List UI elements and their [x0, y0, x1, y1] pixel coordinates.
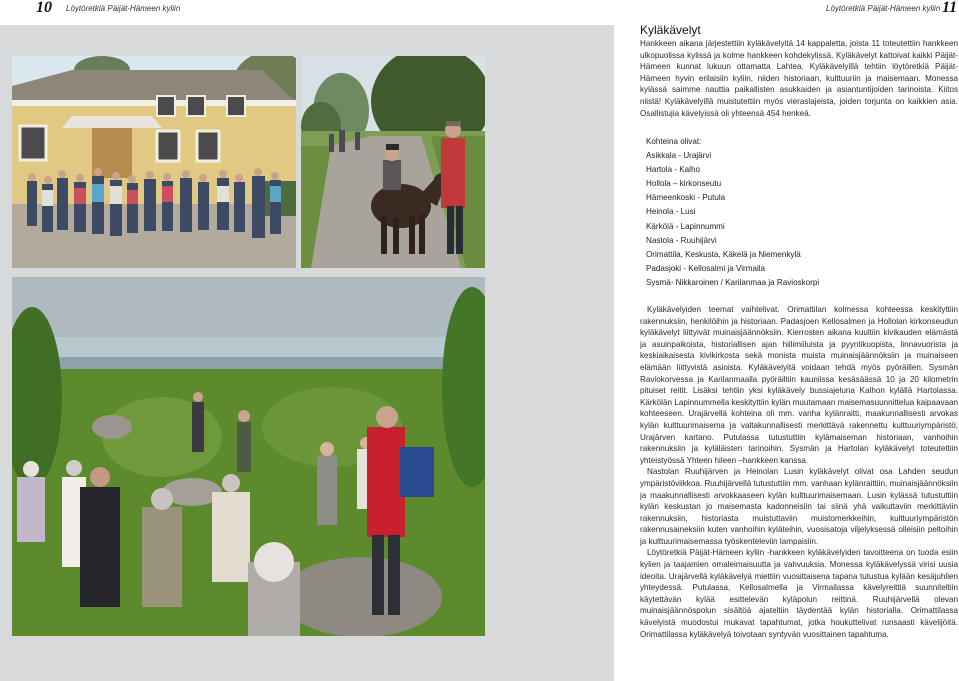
list-item: Padasjoki - Kellosalmi ja Virmaila	[646, 263, 766, 273]
list-item: Nastola - Ruuhijärvi	[646, 235, 717, 245]
left-page-number: 10	[36, 0, 52, 16]
body-text	[640, 304, 958, 640]
body-paragraph-2: Nastolan Ruuhijärven ja Heinolan Lusin kyläkävelyt olivat osa Lahden seudun ympäristöviikkoa. Ruuhijärvellä tutustuttiin mm. vanhaan kylänraittiin, muinaisjäännöksiin ja maakunnallisesti arvokkaaseen kylän kulttuurimaisemaan. Lusin kylässä tutustuttiin kylän keskustan jo maisemasta kadonneisiin tai siinä yhä vaikuttaviin merkittäviin rakennuksiin, historiasta muistuttaviin muistomerkkeihin, kulttuuriympäristön rakennusaineksiin kuten vanhoihin kyläteihin, vuosisatoja viljelyksessä olleisiin peltoihin ja kulttuurimaisemassa työskenteleviin lampaisiin.	[640, 467, 958, 546]
list-item: Hämeenkoski - Putula	[646, 193, 726, 203]
list-item: Kärkölä - Lapinnummi	[646, 221, 725, 231]
body-paragraph-1: Kyläkävelyiden teemat vaihtelivat. Orimattilan kolmessa kohteessa keskityttiin rakennuksiin, henkilöihin ja historiaan. Padasjoen Kellosalmen ja Hollolan kirkonseudun kyläkävelyt liittyivät muinaisjäännöksiin. Kierrosten aikana kuultiin kivikauden elämästä ja asuinpaikoista, historiallisen ajan hiilimiiluista ja pyyntikuopista, linnavuorista ja keskiaikaisesta kivikirkosta sekä monista muista muinaisjäännöksiin ja muinaiseen elämään liittyvistä asioista. Kyläkävelyitä voidaan tehdä myös pyöräillen. Sysmän Raviokorvessa ja Karilanmaalla pyöräiltiin kauniissa kesäsäässä 10 ja 20 kilometrin pituiset reitit. Lisäksi tehtiin yksi kyläkävely bussiajeluna Kalhon kylällä Hartolassa. Kärkölän Lapinnummella keskityttiin kylän muutamaan maisemasuunnittelua kaipaavaan kohteeseen. Urajärvellä kohteina oli mm. vanha kylänraitti, maakunnallisesti arvokas kylän kulttuurimaisema ja valtakunnallisesti merkittävä rakennettu kulttuuriympäristö; Urajärven kartano. Putulassa tutustuttiin kylämaiseman historiaan, vanhoihin rakennuksiin ja kyläläisten tarinoihin. Sysmän ja Hartolan kyläkävelyt toteutettiin yhteistyössä Yhteen hileen –hankkeen kanssa.	[640, 305, 958, 465]
intro-paragraph	[640, 38, 958, 119]
body-paragraph-3: Löytöretkiä Päijät-Hämeen kyliin -hankkeen kyläkävelyiden tavoitteena on tuoda esiin kylien ja taajamien omaleimaisuutta ja vahvuuksia. Monessa kyläkävelyssä virisi uusia ideoita. Urajärvellä kyläkävelyä miettiin vuosittaisena tapana tutustua kylään kesäjuhlien yhteydessä. Putulassa, Kellosalmella ja Virmailassa kävelyreittiä suunniteltiin käytettävän kylää esittelevän kyläpolun reittinä. Ruuhijärvellä olevan muinaisjäännöspolun sisältöä ajateltiin täydentää kylän historialla. Orimattilassa kävelyistä muodostui mukavat tapahtumat, jotka houkuttelivat runsaasti kävelijöitä. Orimattilassa kyläkävelyä toivotaan syntyvän vuosittainen tapahtuma.	[640, 548, 958, 639]
list-item: Hartola - Kalho	[646, 165, 700, 175]
list-item: Sysmä- Nikkaroinen / Karilanmaa ja Ravioskorpi	[646, 277, 820, 287]
list-item: Asikkala - Urajärvi	[646, 151, 712, 161]
list-item: Heinola - Lusi	[646, 207, 696, 217]
targets-heading: Kohteina olivat:	[646, 137, 702, 146]
article-title: Kyläkävelyt	[640, 23, 701, 37]
group-on-hilltop-lake-view-photo	[12, 277, 485, 636]
list-item: Hollola – kirkonseutu	[646, 179, 722, 189]
right-running-title: Löytöretkiä Päijät-Hämeen kyliin	[826, 4, 941, 13]
targets-list	[646, 135, 819, 290]
girl-riding-pony-photo	[301, 56, 485, 268]
list-item: Orimattila, Keskusta, Käkelä ja Niemenkylä	[646, 249, 801, 259]
right-page-number: 11	[942, 0, 958, 16]
left-running-title: Löytöretkiä Päijät-Hämeen kyliin	[66, 4, 181, 13]
intro-text: Hankkeen aikana järjestettiin kyläkävelyitä 14 kappaletta, joista 11 toteutettiin hankkeen ulkopuolissa kylissä ja kolme hankkeen kohdekylissä. Kyläkävelyt kattoivat kaikki Päijät-Hämeen kunnat lukuun ottamatta Lahtea. Kyläkävelyillä tehtiin löytöretkiä Päijät-Hämeen hyvin erilaisiin kyliin, niiden historiaan, kulttuuriin ja maisemaan. Monessa kylässä saimme nauttia paikallisten asukkaiden ja asiantuntijoiden tarinoista. Kiitos niistä! Kyläkävelyillä muistutettiin myös vieraslajeista, joiden torjunta on kaikkien asia. Osallistujia kävelyissä oli yhteensä 454 henkeä.	[640, 39, 958, 118]
group-at-yellow-house-photo	[12, 56, 296, 268]
